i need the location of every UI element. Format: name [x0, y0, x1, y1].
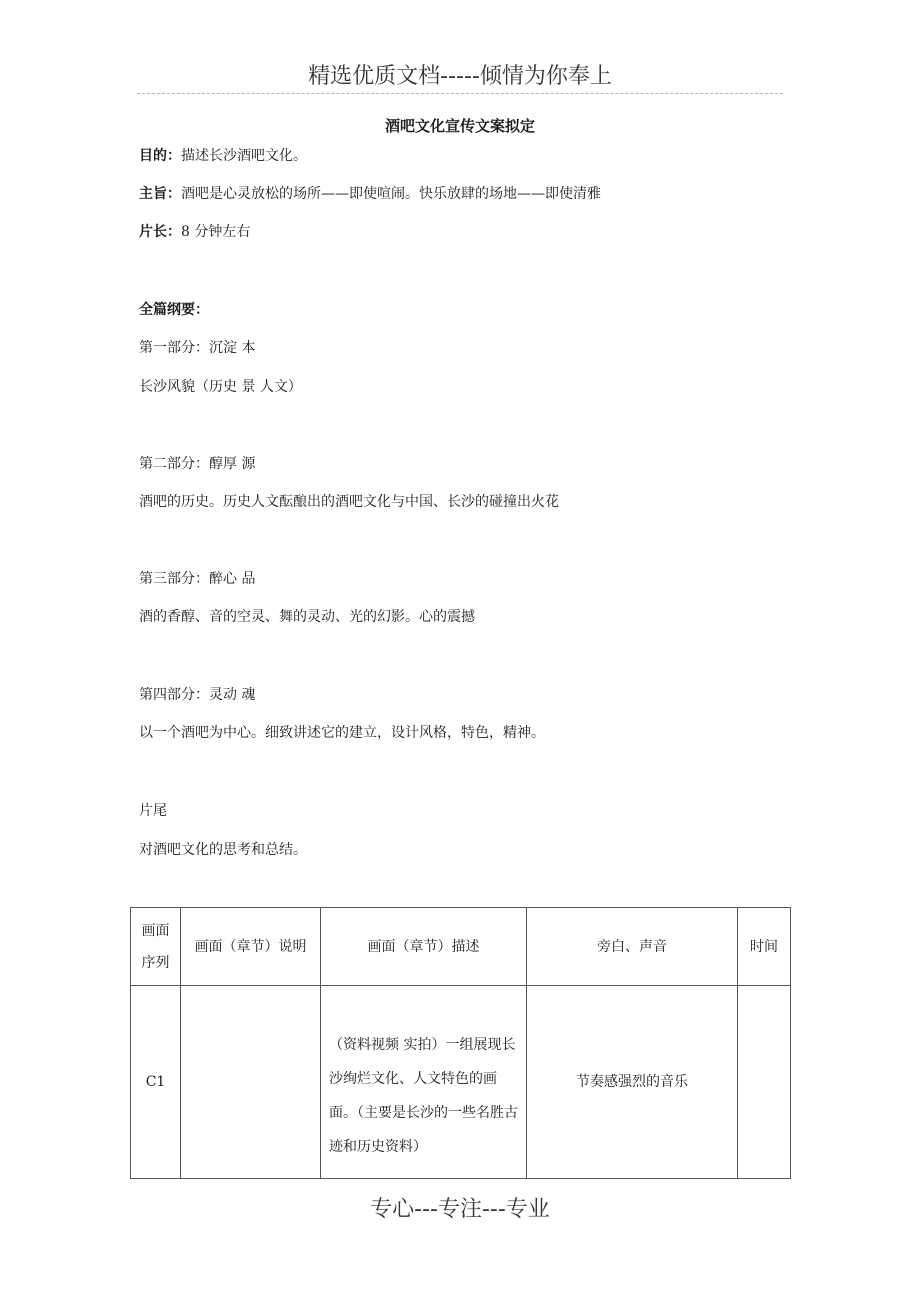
- part-2-body: 酒吧的历史。历史人文酝酿出的酒吧文化与中国、长沙的碰撞出火花: [139, 494, 559, 510]
- cell-description: （资料视频 实拍）一组展现长沙绚烂文化、人文特色的画面。（主要是长沙的一些名胜古迹和历史资料）: [321, 986, 527, 1179]
- part-1-title: 第一部分：沉淀 本: [139, 340, 256, 356]
- purpose-line: [139, 146, 307, 166]
- header-sequence-line2: 序列: [141, 954, 170, 971]
- length-text: 8 分钟左右: [181, 224, 251, 240]
- part-3-body: 酒的香醇、音的空灵、舞的灵动、光的幻影。心的震撼: [139, 609, 475, 625]
- header-divider: [137, 93, 783, 94]
- page-footer: 专心---专注---专业: [370, 1197, 550, 1222]
- document-title: 酒吧文化宣传文案拟定: [384, 117, 535, 135]
- part-3-title: 第三部分：醉心 品: [139, 571, 256, 587]
- header-time: 时间: [738, 908, 791, 986]
- table-header-row: [131, 908, 791, 986]
- purpose-text: 描述长沙酒吧文化。: [181, 148, 307, 164]
- header-explanation: 画面（章节）说明: [181, 908, 321, 986]
- part-1-body: 长沙风貌（历史 景 人文）: [139, 379, 302, 395]
- ending-title: 片尾: [139, 803, 167, 819]
- part-4-title: 第四部分：灵动 魂: [139, 687, 256, 703]
- outline-heading-text: 全篇纲要：: [139, 302, 209, 318]
- cell-time: [738, 986, 791, 1179]
- table-row: [131, 986, 791, 1179]
- length-line: [139, 222, 250, 242]
- theme-text: 酒吧是心灵放松的场所——即使喧闹。快乐放肆的场地——即使清雅: [181, 186, 601, 202]
- part-4-body: 以一个酒吧为中心。细致讲述它的建立，设计风格，特色，精神。: [139, 725, 545, 741]
- length-label: 片长：: [139, 224, 181, 240]
- header-sequence-line1: 画面: [141, 922, 170, 939]
- cell-narration: 节奏感强烈的音乐: [527, 986, 738, 1179]
- cell-explanation: [181, 986, 321, 1179]
- ending-body: 对酒吧文化的思考和总结。: [139, 842, 307, 858]
- header-sequence: [131, 908, 181, 986]
- theme-label: 主旨：: [139, 186, 181, 202]
- theme-line: [139, 184, 601, 204]
- header-description: 画面（章节）描述: [321, 908, 527, 986]
- part-2-title: 第二部分：醇厚 源: [139, 456, 256, 472]
- header-narration: 旁白、声音: [527, 908, 738, 986]
- page-header: 精选优质文档-----倾情为你奉上: [308, 64, 612, 89]
- storyboard-table: [130, 907, 791, 1179]
- outline-heading: [139, 300, 209, 320]
- cell-sequence: C1: [131, 986, 181, 1179]
- purpose-label: 目的：: [139, 148, 181, 164]
